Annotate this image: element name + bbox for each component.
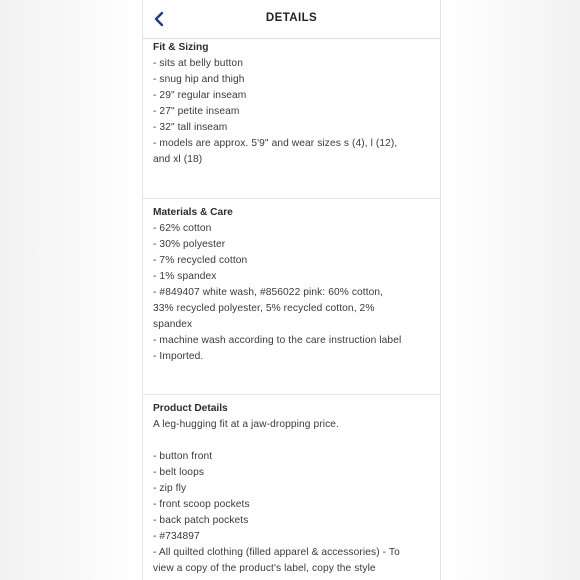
materials-line: - machine wash according to the care instruction label xyxy=(153,335,402,346)
fit-line: - 29" regular inseam xyxy=(153,90,247,101)
product-line: - belt loops xyxy=(153,467,205,478)
materials-line: 33% recycled polyester, 5% recycled cotton, 2% xyxy=(153,303,375,314)
product-line: - front scoop pockets xyxy=(153,499,250,510)
materials-line: spandex xyxy=(153,319,193,330)
section-divider xyxy=(143,198,440,199)
fit-line: - 27" petite inseam xyxy=(153,106,240,117)
fit-line: and xl (18) xyxy=(153,154,203,165)
section-title-materials-care: Materials & Care xyxy=(153,207,233,218)
fit-line: - models are approx. 5'9" and wear sizes s (4), l (12), xyxy=(153,138,398,149)
section-title-fit-sizing: Fit & Sizing xyxy=(153,42,209,53)
materials-line: - 62% cotton xyxy=(153,223,212,234)
materials-line: - 7% recycled cotton xyxy=(153,255,248,266)
section-divider xyxy=(143,394,440,395)
materials-line: - 30% polyester xyxy=(153,239,226,250)
materials-line: - 1% spandex xyxy=(153,271,217,282)
product-line: - #734897 xyxy=(153,531,200,542)
page-title: DETAILS xyxy=(265,12,318,24)
materials-line: - Imported. xyxy=(153,351,204,362)
backdrop-left xyxy=(0,0,142,580)
product-line: - All quilted clothing (filled apparel & accessories) - To xyxy=(153,547,400,558)
product-line: - button front xyxy=(153,451,213,462)
product-line: A leg-hugging fit at a jaw-dropping price. xyxy=(153,419,339,430)
product-line: - zip fly xyxy=(153,483,187,494)
fit-line: - sits at belly button xyxy=(153,58,243,69)
materials-line: - #849407 white wash, #856022 pink: 60% cotton, xyxy=(153,287,384,298)
details-screen xyxy=(142,0,441,580)
section-title-product-details: Product Details xyxy=(153,403,228,414)
backdrop-right xyxy=(440,0,580,580)
fit-line: - 32" tall inseam xyxy=(153,122,228,133)
product-line: view a copy of the product's label, copy the style xyxy=(153,563,376,574)
product-line: - back patch pockets xyxy=(153,515,249,526)
header-bar xyxy=(143,0,440,39)
fit-line: - snug hip and thigh xyxy=(153,74,245,85)
